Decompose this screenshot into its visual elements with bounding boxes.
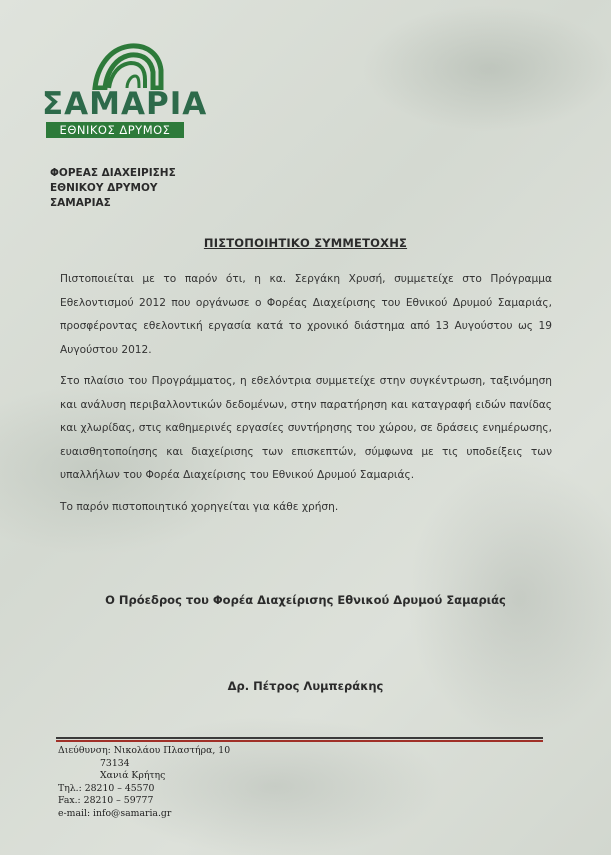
organization-line: ΕΘΝΙΚΟΥ ΔΡΥΜΟΥ: [50, 182, 158, 194]
body-paragraph: Το παρόν πιστοποιητικό χορηγείται για κάθε χρήση.: [60, 500, 339, 513]
certificate-body: [60, 268, 552, 527]
president-title: Ο Πρόεδρος του Φορέα Διαχείρισης Εθνικού Δρυμού Σαμαριάς: [105, 593, 506, 607]
footer-fax: Fax.: 28210 – 59777: [58, 795, 154, 806]
footer-phone: Τηλ.: 28210 – 45570: [58, 782, 155, 794]
footer-divider-accent: [56, 740, 543, 742]
logo: [42, 40, 208, 148]
organization-name: [50, 166, 176, 211]
goat-horns-icon: [87, 40, 167, 90]
organization-line: ΣΑΜΑΡΙΑΣ: [50, 197, 111, 209]
body-paragraph: Στο πλαίσιο του Προγράμματος, η εθελόντρια συμμετείχε στην συγκέντρωση, ταξινόμηση και ανάλυση περιβαλλοντικών δεδομένων, στην παρατήρηση και καταγραφή ειδών πανίδας και χλωρίδας, στις καθημερινές εργασίες συντήρησης του χώρου, σε δράσεις ενημέρωσης, ευαισθητοποίησης και διαχείρισης των επισκεπτών, σύμφωνα με τις υποδείξεις των υπαλλήλων του Φορέα Διαχείρισης του Εθνικού Δρυμού Σαμαριάς.: [60, 375, 552, 481]
body-paragraph: Πιστοποιείται με το παρόν ότι, η κα. Σεργάκη Χρυσή, συμμετείχε στο Πρόγραμμα Εθελοντισμού 2012 που οργάνωσε ο Φορέας Διαχείρισης του Εθνικού Δρυμού Σαμαριάς, προσφέροντας εθελοντική εργασία κατά το χρονικό διάστημα από 13 Αυγούστου ως 19 Αυγούστου 2012.: [60, 273, 552, 356]
footer-contact: [58, 745, 230, 820]
footer-city: Χανιά Κρήτης: [100, 770, 166, 781]
logo-title: ΣΑΜΑΡΙΑ: [42, 86, 208, 122]
logo-subtitle: ΕΘΝΙΚΟΣ ΔΡΥΜΟΣ: [46, 122, 184, 138]
footer-divider: [56, 737, 543, 739]
footer-email: e-mail: info@samaria.gr: [58, 807, 172, 819]
organization-line: ΦΟΡΕΑΣ ΔΙΑΧΕΙΡΙΣΗΣ: [50, 167, 176, 179]
certificate-title: ΠΙΣΤΟΠΟΙΗΤΙΚΟ ΣΥΜΜΕΤΟΧΗΣ: [203, 236, 408, 250]
footer-postal-code: 73134: [100, 757, 130, 769]
footer-address: Διεύθυνση: Νικολάου Πλαστήρα, 10: [58, 745, 231, 756]
signatory-name: Δρ. Πέτρος Λυμπεράκης: [227, 679, 384, 693]
